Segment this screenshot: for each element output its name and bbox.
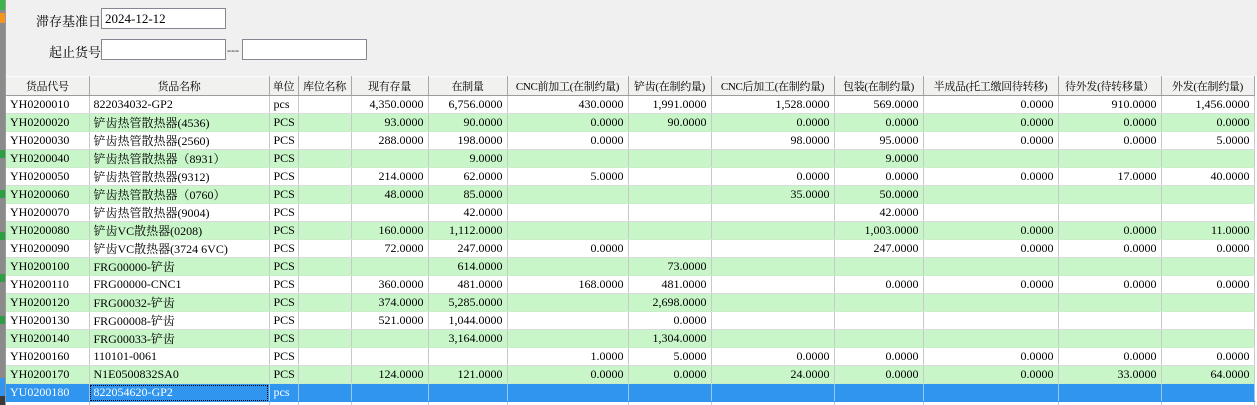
cell-name[interactable]: 铲齿VC散热器(0208) bbox=[89, 222, 269, 240]
empty-cell bbox=[6, 402, 89, 405]
item-range-label: 起止货号 bbox=[49, 45, 102, 60]
cell-cnc-post[interactable]: 24.0000 bbox=[711, 366, 834, 384]
table-row[interactable] bbox=[6, 150, 1254, 168]
cell-code[interactable]: YH0200030 bbox=[6, 132, 89, 150]
cell-name[interactable]: 110101-0061 bbox=[89, 348, 269, 366]
cell-cnc-post[interactable] bbox=[711, 258, 834, 276]
cell-semi-finished[interactable] bbox=[923, 312, 1058, 330]
column-header-outsourced[interactable]: 外发(在制约量) bbox=[1161, 77, 1254, 96]
cell-outsourced[interactable] bbox=[1161, 204, 1254, 222]
cell-name[interactable]: 铲齿热管散热器(2560) bbox=[89, 132, 269, 150]
cell-code[interactable]: YH0200130 bbox=[6, 312, 89, 330]
cell-cnc-post[interactable] bbox=[711, 384, 834, 402]
table-row[interactable] bbox=[6, 114, 1254, 132]
cell-location[interactable] bbox=[298, 222, 351, 240]
cell-cnc-post[interactable]: 1,528.0000 bbox=[711, 96, 834, 114]
cell-unit[interactable]: PCS bbox=[269, 150, 298, 168]
empty-cell bbox=[351, 402, 428, 405]
cell-semi-finished[interactable]: 0.0000 bbox=[923, 240, 1058, 258]
cell-wip[interactable] bbox=[428, 348, 507, 366]
cell-pending-outsource[interactable]: 0.0000 bbox=[1058, 114, 1161, 132]
cell-wip[interactable]: 6,756.0000 bbox=[428, 96, 507, 114]
cell-unit[interactable]: pcs bbox=[269, 96, 298, 114]
cell-unit[interactable]: PCS bbox=[269, 222, 298, 240]
empty-cell bbox=[269, 402, 298, 405]
cell-unit[interactable]: PCS bbox=[269, 366, 298, 384]
cell-cnc-post[interactable] bbox=[711, 330, 834, 348]
table-row[interactable] bbox=[6, 222, 1254, 240]
column-header-unit[interactable]: 单位 bbox=[269, 77, 298, 96]
cell-pending-outsource[interactable]: 17.0000 bbox=[1058, 168, 1161, 186]
cell-unit[interactable]: PCS bbox=[269, 204, 298, 222]
cell-cnc-pre[interactable] bbox=[507, 384, 628, 402]
cell-cnc-pre[interactable]: 0.0000 bbox=[507, 240, 628, 258]
empty-cell bbox=[711, 402, 834, 405]
cell-name[interactable]: N1E0500832SA0 bbox=[89, 366, 269, 384]
cell-stock[interactable] bbox=[351, 204, 428, 222]
cell-packing[interactable] bbox=[834, 330, 923, 348]
cell-packing[interactable]: 0.0000 bbox=[834, 366, 923, 384]
cell-pending-outsource[interactable]: 0.0000 bbox=[1058, 276, 1161, 294]
table-row[interactable] bbox=[6, 366, 1254, 384]
cell-cnc-pre[interactable] bbox=[507, 294, 628, 312]
cell-unit[interactable]: PCS bbox=[269, 330, 298, 348]
cell-shovel[interactable]: 1,991.0000 bbox=[628, 96, 711, 114]
cell-stock[interactable] bbox=[351, 384, 428, 402]
column-header-cnc-pre[interactable]: CNC前加工(在制约量) bbox=[507, 77, 628, 96]
cell-unit[interactable]: PCS bbox=[269, 132, 298, 150]
cell-cnc-pre[interactable] bbox=[507, 204, 628, 222]
table-row[interactable] bbox=[6, 330, 1254, 348]
cell-unit[interactable]: PCS bbox=[269, 240, 298, 258]
cell-cnc-pre[interactable] bbox=[507, 258, 628, 276]
cell-shovel[interactable] bbox=[628, 186, 711, 204]
column-header-location[interactable]: 库位名称 bbox=[298, 77, 351, 96]
cell-code[interactable]: YU0200180 bbox=[6, 384, 89, 402]
cell-code[interactable]: YH0200100 bbox=[6, 258, 89, 276]
cell-packing[interactable]: 0.0000 bbox=[834, 348, 923, 366]
column-header-packing[interactable]: 包装(在制约量) bbox=[834, 77, 923, 96]
table-row[interactable] bbox=[6, 96, 1254, 114]
cell-unit[interactable]: PCS bbox=[269, 348, 298, 366]
cell-shovel[interactable]: 0.0000 bbox=[628, 312, 711, 330]
cell-cnc-pre[interactable]: 0.0000 bbox=[507, 114, 628, 132]
cell-wip[interactable]: 614.0000 bbox=[428, 258, 507, 276]
cell-outsourced[interactable] bbox=[1161, 150, 1254, 168]
cell-cnc-pre[interactable]: 430.0000 bbox=[507, 96, 628, 114]
cell-packing[interactable]: 1,003.0000 bbox=[834, 222, 923, 240]
cell-outsourced[interactable]: 1,456.0000 bbox=[1161, 96, 1254, 114]
empty-cell bbox=[834, 402, 923, 405]
cell-pending-outsource[interactable] bbox=[1058, 384, 1161, 402]
cell-cnc-post[interactable] bbox=[711, 150, 834, 168]
column-header-pending-outsource[interactable]: 待外发(待转移量） bbox=[1058, 77, 1161, 96]
cell-outsourced[interactable] bbox=[1161, 312, 1254, 330]
cell-location[interactable] bbox=[298, 96, 351, 114]
cell-outsourced[interactable] bbox=[1161, 330, 1254, 348]
cell-cnc-post[interactable]: 35.0000 bbox=[711, 186, 834, 204]
cell-pending-outsource[interactable] bbox=[1058, 330, 1161, 348]
cell-outsourced[interactable]: 0.0000 bbox=[1161, 114, 1254, 132]
column-header-shovel[interactable]: 铲齿(在制约量) bbox=[628, 77, 711, 96]
table-row[interactable] bbox=[6, 276, 1254, 294]
column-header-cnc-post[interactable]: CNC后加工(在制约量) bbox=[711, 77, 834, 96]
cell-stock[interactable] bbox=[351, 348, 428, 366]
cell-location[interactable] bbox=[298, 366, 351, 384]
cell-pending-outsource[interactable] bbox=[1058, 204, 1161, 222]
cell-cnc-post[interactable] bbox=[711, 294, 834, 312]
cell-code[interactable]: YH0200070 bbox=[6, 204, 89, 222]
cell-unit[interactable]: PCS bbox=[269, 312, 298, 330]
column-header-wip[interactable]: 在制量 bbox=[428, 77, 507, 96]
table-row[interactable] bbox=[6, 384, 1254, 402]
cell-packing[interactable]: 95.0000 bbox=[834, 132, 923, 150]
cell-semi-finished[interactable] bbox=[923, 384, 1058, 402]
empty-cell bbox=[507, 402, 628, 405]
cell-outsourced[interactable] bbox=[1161, 294, 1254, 312]
cell-code[interactable]: YH0200120 bbox=[6, 294, 89, 312]
cell-pending-outsource[interactable]: 0.0000 bbox=[1058, 348, 1161, 366]
cell-stock[interactable]: 72.0000 bbox=[351, 240, 428, 258]
cell-wip[interactable]: 5,285.0000 bbox=[428, 294, 507, 312]
empty-cell bbox=[1161, 402, 1254, 405]
cell-shovel[interactable] bbox=[628, 150, 711, 168]
table-row[interactable] bbox=[6, 258, 1254, 276]
cell-outsourced[interactable] bbox=[1161, 258, 1254, 276]
cell-stock[interactable] bbox=[351, 330, 428, 348]
cell-code[interactable]: YH0200080 bbox=[6, 222, 89, 240]
cell-code[interactable]: YH0200010 bbox=[6, 96, 89, 114]
cell-name[interactable]: FRG00008-铲齿 bbox=[89, 312, 269, 330]
cell-stock[interactable]: 93.0000 bbox=[351, 114, 428, 132]
cell-location[interactable] bbox=[298, 276, 351, 294]
cell-packing[interactable] bbox=[834, 258, 923, 276]
cell-pending-outsource[interactable] bbox=[1058, 150, 1161, 168]
cell-cnc-pre[interactable]: 168.0000 bbox=[507, 276, 628, 294]
cell-unit[interactable]: pcs bbox=[269, 384, 298, 402]
cell-semi-finished[interactable]: 0.0000 bbox=[923, 366, 1058, 384]
cell-semi-finished[interactable]: 0.0000 bbox=[923, 348, 1058, 366]
cell-pending-outsource[interactable]: 0.0000 bbox=[1058, 222, 1161, 240]
cell-shovel[interactable]: 73.0000 bbox=[628, 258, 711, 276]
cell-wip[interactable]: 247.0000 bbox=[428, 240, 507, 258]
cell-semi-finished[interactable] bbox=[923, 330, 1058, 348]
empty-cell bbox=[89, 402, 269, 405]
table-row[interactable] bbox=[6, 132, 1254, 150]
cell-code[interactable]: YH0200050 bbox=[6, 168, 89, 186]
cell-shovel[interactable]: 90.0000 bbox=[628, 114, 711, 132]
cell-code[interactable]: YH0200110 bbox=[6, 276, 89, 294]
cell-semi-finished[interactable]: 0.0000 bbox=[923, 168, 1058, 186]
cell-packing[interactable]: 0.0000 bbox=[834, 276, 923, 294]
cell-pending-outsource[interactable]: 910.0000 bbox=[1058, 96, 1161, 114]
cell-packing[interactable] bbox=[834, 384, 923, 402]
cell-location[interactable] bbox=[298, 204, 351, 222]
cell-cnc-post[interactable]: 0.0000 bbox=[711, 168, 834, 186]
cell-code[interactable]: YH0200020 bbox=[6, 114, 89, 132]
cell-unit[interactable]: PCS bbox=[269, 186, 298, 204]
cell-unit[interactable]: PCS bbox=[269, 276, 298, 294]
cell-location[interactable] bbox=[298, 168, 351, 186]
table-row[interactable] bbox=[6, 240, 1254, 258]
cell-outsourced[interactable]: 5.0000 bbox=[1161, 132, 1254, 150]
cell-semi-finished[interactable]: 0.0000 bbox=[923, 96, 1058, 114]
cell-cnc-pre[interactable]: 1.0000 bbox=[507, 348, 628, 366]
table-row[interactable] bbox=[6, 294, 1254, 312]
cell-name[interactable]: 822034032-GP2 bbox=[89, 96, 269, 114]
cell-pending-outsource[interactable]: 0.0000 bbox=[1058, 132, 1161, 150]
cell-packing[interactable]: 569.0000 bbox=[834, 96, 923, 114]
cell-code[interactable]: YH0200140 bbox=[6, 330, 89, 348]
cell-pending-outsource[interactable] bbox=[1058, 294, 1161, 312]
cell-location[interactable] bbox=[298, 294, 351, 312]
column-header-name[interactable]: 货品名称 bbox=[89, 77, 269, 96]
cell-cnc-post[interactable] bbox=[711, 204, 834, 222]
cell-packing[interactable] bbox=[834, 312, 923, 330]
cell-name[interactable]: FRG00000-CNC1 bbox=[89, 276, 269, 294]
cell-shovel[interactable]: 481.0000 bbox=[628, 276, 711, 294]
empty-cell bbox=[428, 402, 507, 405]
cell-cnc-pre[interactable]: 0.0000 bbox=[507, 366, 628, 384]
table-row[interactable] bbox=[6, 348, 1254, 366]
cell-semi-finished[interactable] bbox=[923, 186, 1058, 204]
cell-unit[interactable]: PCS bbox=[269, 168, 298, 186]
cell-outsourced[interactable]: 0.0000 bbox=[1161, 348, 1254, 366]
table-body bbox=[6, 96, 1254, 405]
cell-name[interactable]: 铲齿热管散热器(4536) bbox=[89, 114, 269, 132]
cell-stock[interactable]: 124.0000 bbox=[351, 366, 428, 384]
cell-semi-finished[interactable]: 0.0000 bbox=[923, 114, 1058, 132]
cell-name[interactable]: 铲齿热管散热器(9004) bbox=[89, 204, 269, 222]
cell-cnc-post[interactable] bbox=[711, 276, 834, 294]
cell-code[interactable]: YH0200160 bbox=[6, 348, 89, 366]
cell-stock[interactable]: 160.0000 bbox=[351, 222, 428, 240]
cell-stock[interactable]: 4,350.0000 bbox=[351, 96, 428, 114]
cell-semi-finished[interactable] bbox=[923, 150, 1058, 168]
cell-semi-finished[interactable]: 0.0000 bbox=[923, 276, 1058, 294]
cell-shovel[interactable] bbox=[628, 132, 711, 150]
cell-packing[interactable]: 9.0000 bbox=[834, 150, 923, 168]
cell-stock[interactable]: 48.0000 bbox=[351, 186, 428, 204]
query-form-panel bbox=[6, 0, 1257, 76]
cell-wip[interactable]: 481.0000 bbox=[428, 276, 507, 294]
cell-outsourced[interactable]: 40.0000 bbox=[1161, 168, 1254, 186]
cell-pending-outsource[interactable]: 33.0000 bbox=[1058, 366, 1161, 384]
cell-shovel[interactable] bbox=[628, 168, 711, 186]
cell-name[interactable]: FRG00032-铲齿 bbox=[89, 294, 269, 312]
cell-stock[interactable]: 521.0000 bbox=[351, 312, 428, 330]
cell-shovel[interactable] bbox=[628, 240, 711, 258]
inventory-grid bbox=[6, 76, 1257, 405]
cell-semi-finished[interactable] bbox=[923, 258, 1058, 276]
cell-location[interactable] bbox=[298, 186, 351, 204]
cell-name[interactable]: 铲齿热管散热器(9312) bbox=[89, 168, 269, 186]
cell-packing[interactable] bbox=[834, 294, 923, 312]
table-row[interactable] bbox=[6, 168, 1254, 186]
cell-stock[interactable]: 288.0000 bbox=[351, 132, 428, 150]
cell-wip[interactable]: 85.0000 bbox=[428, 186, 507, 204]
cell-shovel[interactable] bbox=[628, 384, 711, 402]
empty-cell bbox=[923, 402, 1058, 405]
cell-cnc-pre[interactable]: 0.0000 bbox=[507, 132, 628, 150]
cell-location[interactable] bbox=[298, 240, 351, 258]
cell-cnc-pre[interactable] bbox=[507, 330, 628, 348]
cell-stock[interactable] bbox=[351, 258, 428, 276]
cell-wip[interactable]: 121.0000 bbox=[428, 366, 507, 384]
table-header-row bbox=[6, 77, 1254, 96]
table-row[interactable] bbox=[6, 204, 1254, 222]
cell-stock[interactable] bbox=[351, 150, 428, 168]
range-separator: --- bbox=[227, 43, 239, 57]
cell-name[interactable]: 铲齿热管散热器（8931） bbox=[89, 150, 269, 168]
cell-pending-outsource[interactable]: 0.0000 bbox=[1058, 240, 1161, 258]
cell-outsourced[interactable]: 0.0000 bbox=[1161, 240, 1254, 258]
cell-code[interactable]: YH0200090 bbox=[6, 240, 89, 258]
cell-pending-outsource[interactable] bbox=[1058, 258, 1161, 276]
table-row[interactable] bbox=[6, 312, 1254, 330]
cell-cnc-pre[interactable] bbox=[507, 222, 628, 240]
column-header-semi-finished[interactable]: 半成品(托工缴回待转移) bbox=[923, 77, 1058, 96]
base-date-input[interactable] bbox=[101, 8, 226, 29]
cell-packing[interactable]: 50.0000 bbox=[834, 186, 923, 204]
column-header-stock[interactable]: 现有存量 bbox=[351, 77, 428, 96]
cell-outsourced[interactable]: 64.0000 bbox=[1161, 366, 1254, 384]
cell-stock[interactable]: 360.0000 bbox=[351, 276, 428, 294]
cell-shovel[interactable] bbox=[628, 204, 711, 222]
cell-location[interactable] bbox=[298, 330, 351, 348]
cell-packing[interactable]: 247.0000 bbox=[834, 240, 923, 258]
cell-outsourced[interactable]: 0.0000 bbox=[1161, 276, 1254, 294]
inventory-aging-window bbox=[5, 0, 1257, 405]
cell-outsourced[interactable] bbox=[1161, 186, 1254, 204]
cell-stock[interactable]: 374.0000 bbox=[351, 294, 428, 312]
cell-cnc-post[interactable]: 98.0000 bbox=[711, 132, 834, 150]
cell-packing[interactable]: 42.0000 bbox=[834, 204, 923, 222]
cell-location[interactable] bbox=[298, 348, 351, 366]
cell-shovel[interactable]: 0.0000 bbox=[628, 366, 711, 384]
column-header-code[interactable]: 货品代号 bbox=[6, 77, 89, 96]
cell-location[interactable] bbox=[298, 150, 351, 168]
cell-unit[interactable]: PCS bbox=[269, 258, 298, 276]
cell-wip[interactable]: 90.0000 bbox=[428, 114, 507, 132]
empty-filler-row bbox=[6, 402, 1254, 405]
cell-unit[interactable]: PCS bbox=[269, 294, 298, 312]
cell-pending-outsource[interactable] bbox=[1058, 312, 1161, 330]
empty-cell bbox=[298, 402, 351, 405]
cell-pending-outsource[interactable] bbox=[1058, 186, 1161, 204]
cell-stock[interactable]: 214.0000 bbox=[351, 168, 428, 186]
cell-code[interactable]: YH0200060 bbox=[6, 186, 89, 204]
cell-shovel[interactable]: 5.0000 bbox=[628, 348, 711, 366]
table-row[interactable] bbox=[6, 186, 1254, 204]
cell-cnc-pre[interactable] bbox=[507, 312, 628, 330]
cell-cnc-pre[interactable] bbox=[507, 150, 628, 168]
cell-code[interactable]: YH0200040 bbox=[6, 150, 89, 168]
item-range-from-input[interactable] bbox=[101, 39, 226, 60]
cell-shovel[interactable]: 1,304.0000 bbox=[628, 330, 711, 348]
cell-wip[interactable]: 3,164.0000 bbox=[428, 330, 507, 348]
cell-name[interactable]: 铲齿热管散热器（0760） bbox=[89, 186, 269, 204]
cell-cnc-post[interactable] bbox=[711, 240, 834, 258]
cell-shovel[interactable]: 2,698.0000 bbox=[628, 294, 711, 312]
item-range-to-input[interactable] bbox=[242, 39, 367, 60]
cell-cnc-pre[interactable]: 5.0000 bbox=[507, 168, 628, 186]
cell-wip[interactable]: 198.0000 bbox=[428, 132, 507, 150]
cell-location[interactable] bbox=[298, 132, 351, 150]
cell-name[interactable]: FRG00000-铲齿 bbox=[89, 258, 269, 276]
cell-location[interactable] bbox=[298, 114, 351, 132]
cell-cnc-post[interactable]: 0.0000 bbox=[711, 348, 834, 366]
cell-cnc-post[interactable]: 0.0000 bbox=[711, 114, 834, 132]
cell-code[interactable]: YH0200170 bbox=[6, 366, 89, 384]
cell-outsourced[interactable] bbox=[1161, 384, 1254, 402]
cell-semi-finished[interactable] bbox=[923, 204, 1058, 222]
cell-unit[interactable]: PCS bbox=[269, 114, 298, 132]
empty-cell bbox=[628, 402, 711, 405]
cell-packing[interactable]: 0.0000 bbox=[834, 114, 923, 132]
inventory-table bbox=[6, 76, 1255, 405]
cell-wip[interactable]: 62.0000 bbox=[428, 168, 507, 186]
cell-name[interactable]: FRG00033-铲齿 bbox=[89, 330, 269, 348]
cell-location[interactable] bbox=[298, 258, 351, 276]
cell-location[interactable] bbox=[298, 312, 351, 330]
cell-location[interactable] bbox=[298, 384, 351, 402]
cell-cnc-post[interactable] bbox=[711, 222, 834, 240]
cell-packing[interactable]: 0.0000 bbox=[834, 168, 923, 186]
cell-cnc-pre[interactable] bbox=[507, 186, 628, 204]
cell-shovel[interactable] bbox=[628, 222, 711, 240]
cell-cnc-post[interactable] bbox=[711, 312, 834, 330]
empty-cell bbox=[1058, 402, 1161, 405]
cell-name[interactable]: 822054620-GP2 bbox=[89, 384, 269, 402]
base-date-label: 滞存基准日 bbox=[36, 14, 102, 29]
cell-name[interactable]: 铲齿VC散热器(3724 6VC) bbox=[89, 240, 269, 258]
cell-wip[interactable]: 9.0000 bbox=[428, 150, 507, 168]
cell-semi-finished[interactable] bbox=[923, 294, 1058, 312]
cell-semi-finished[interactable]: 0.0000 bbox=[923, 132, 1058, 150]
cell-wip[interactable]: 42.0000 bbox=[428, 204, 507, 222]
cell-semi-finished[interactable]: 0.0000 bbox=[923, 222, 1058, 240]
cell-wip[interactable]: 1,112.0000 bbox=[428, 222, 507, 240]
cell-wip[interactable] bbox=[428, 384, 507, 402]
cell-outsourced[interactable]: 11.0000 bbox=[1161, 222, 1254, 240]
cell-wip[interactable]: 1,044.0000 bbox=[428, 312, 507, 330]
